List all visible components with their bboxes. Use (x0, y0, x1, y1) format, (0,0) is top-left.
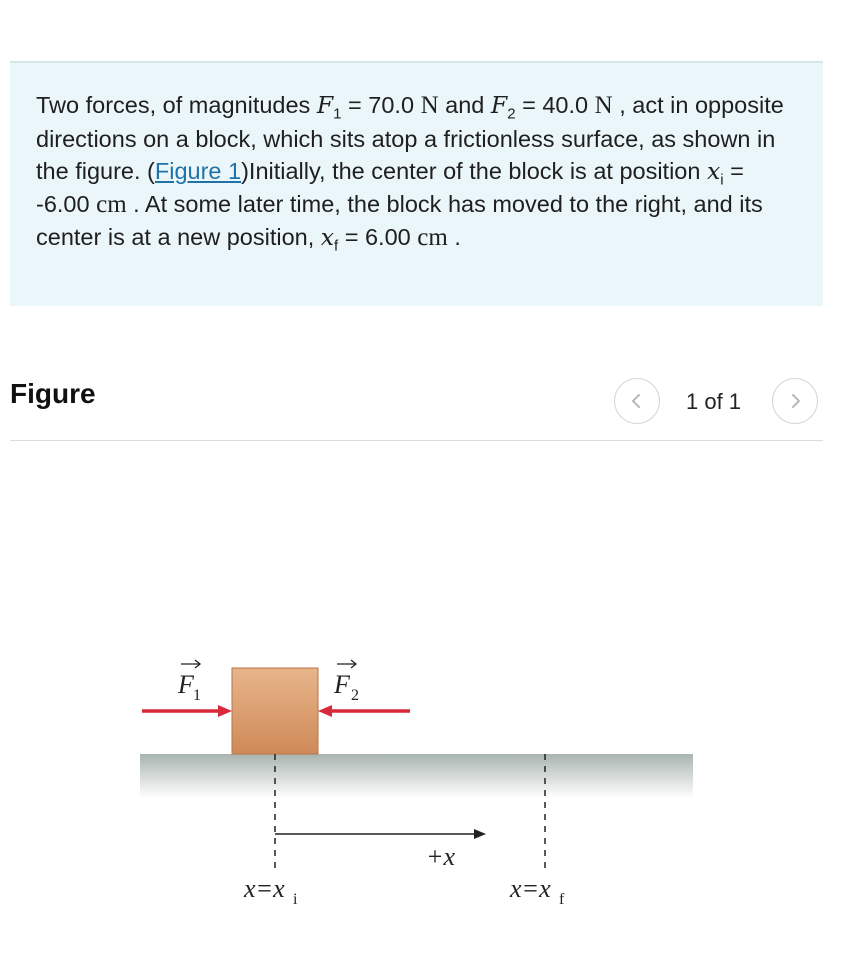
problem-eq-2: = 40.0 (515, 92, 595, 118)
problem-text-1: Two forces, of magnitudes (36, 92, 317, 118)
final-position-label: x=x (510, 874, 551, 903)
chevron-left-icon (628, 392, 646, 410)
frictionless-surface (140, 754, 693, 798)
unit-cm-1: cm (96, 190, 127, 218)
problem-text-5: . At some later time, the block has moved to the right, and its center is at a new position, (36, 190, 763, 250)
chevron-right-icon (786, 392, 804, 410)
problem-eq-4: = 6.00 (338, 224, 418, 250)
problem-text-2: and (438, 92, 491, 118)
figure-page-indicator: 1 of 1 (686, 389, 742, 414)
problem-text-6: . (447, 224, 461, 250)
force-f2-label (333, 660, 359, 704)
force-f1-label (177, 660, 201, 704)
problem-text-4: )Initially, the center of the block is at position (241, 158, 707, 184)
positive-x-label: +x (426, 842, 456, 871)
initial-position-label: x=x (244, 874, 285, 903)
force-f1-arrow (142, 705, 232, 717)
force-f2-label-subscript: 2 (351, 687, 359, 704)
figure-1-link[interactable]: Figure 1 (154, 158, 242, 184)
positive-x-axis-arrow (275, 829, 486, 839)
xi-symbol: x (706, 157, 721, 185)
next-figure-button[interactable] (772, 378, 818, 424)
force-f1-symbol: F (316, 91, 334, 119)
force-f2-subscript: 2 (507, 105, 516, 123)
figure-pager (614, 378, 824, 426)
previous-figure-button[interactable] (614, 378, 660, 424)
block (232, 668, 318, 754)
xi-subscript: i (720, 171, 724, 189)
force-f2-symbol: F (490, 91, 508, 119)
force-diagram (0, 620, 842, 972)
figure-divider (10, 440, 823, 441)
unit-cm-2: cm (417, 224, 448, 251)
force-f1-label-subscript: 1 (193, 687, 201, 704)
force-f2-label-symbol: F (334, 670, 350, 699)
problem-statement (10, 61, 823, 306)
force-f1-subscript: 1 (333, 105, 342, 123)
force-f1-label-symbol: F (178, 670, 194, 699)
xf-symbol: x (320, 223, 335, 251)
force-f2-arrow (318, 705, 410, 717)
problem-eq-3: = -6.00 (36, 158, 744, 217)
unit-newton-2: N (594, 92, 613, 119)
problem-text-3: , act in opposite directions on a block, which sits atop a frictionless surface, as shown in the figure. ( (36, 92, 784, 184)
figure-heading: Figure (10, 378, 96, 409)
unit-newton-1: N (420, 92, 439, 119)
problem-eq-1: = 70.0 (341, 92, 421, 118)
xf-subscript: f (334, 237, 339, 255)
final-position-subscript: f (559, 891, 565, 908)
initial-position-subscript: i (293, 891, 298, 908)
